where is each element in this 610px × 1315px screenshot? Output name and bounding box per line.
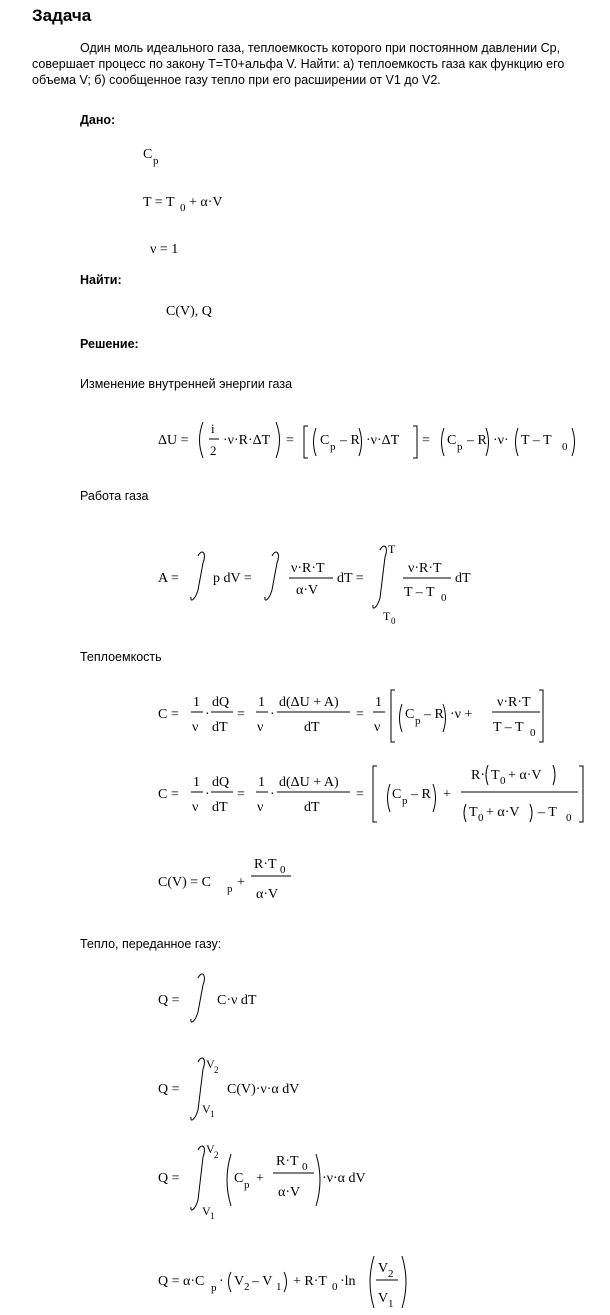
svg-text:ν: ν bbox=[192, 720, 199, 735]
svg-text:V: V bbox=[206, 1057, 215, 1071]
svg-text:ν: ν bbox=[192, 800, 199, 815]
svg-text:α·V: α·V bbox=[296, 583, 319, 598]
svg-text:ν: ν bbox=[257, 720, 264, 735]
svg-text:p: p bbox=[415, 715, 421, 727]
svg-text:C: C bbox=[320, 433, 330, 448]
svg-text:– R: – R bbox=[340, 433, 360, 448]
svg-text:C(V)·ν·α dV: C(V)·ν·α dV bbox=[227, 1082, 300, 1097]
svg-text:1: 1 bbox=[193, 695, 200, 710]
svg-text:1: 1 bbox=[210, 1211, 215, 1221]
svg-text:·: · bbox=[205, 787, 210, 802]
svg-text:dT: dT bbox=[304, 720, 320, 735]
svg-text:T – T: T – T bbox=[521, 433, 552, 448]
svg-text:+ α·V: + α·V bbox=[486, 805, 520, 820]
svg-text:1: 1 bbox=[388, 1298, 394, 1310]
section-heat: Тепло, переданное газу: bbox=[80, 937, 222, 951]
svg-text:C =: C = bbox=[158, 787, 179, 802]
svg-text:·: · bbox=[205, 707, 210, 722]
svg-text:V: V bbox=[234, 1274, 245, 1289]
svg-text:=: = bbox=[286, 433, 294, 448]
svg-text:0: 0 bbox=[391, 616, 396, 626]
svg-text:p: p bbox=[330, 441, 336, 453]
svg-text:·ν·: ·ν· bbox=[493, 433, 509, 448]
formula-delta-u bbox=[158, 421, 575, 458]
svg-text:– R: – R bbox=[411, 787, 431, 802]
given-label: Дано: bbox=[80, 113, 116, 127]
page-title: Задача bbox=[32, 6, 92, 25]
svg-text:·: · bbox=[270, 787, 275, 802]
svg-text:T = T: T = T bbox=[143, 195, 175, 210]
find-value: C(V), Q bbox=[166, 304, 212, 319]
svg-text:=: = bbox=[356, 707, 364, 722]
svg-text:ν = 1: ν = 1 bbox=[150, 242, 179, 257]
svg-text:C: C bbox=[143, 147, 153, 162]
svg-text:Q =: Q = bbox=[158, 1171, 180, 1186]
svg-text:2: 2 bbox=[214, 1065, 219, 1075]
svg-text:2: 2 bbox=[244, 1281, 250, 1293]
svg-text:Q =: Q = bbox=[158, 1082, 180, 1097]
given-cp bbox=[143, 147, 159, 167]
svg-text:0: 0 bbox=[478, 812, 484, 824]
svg-text:+: + bbox=[237, 875, 245, 890]
problem-text: Один моль идеального газа, теплоемкость которого при постоянном давлении Cp, совершает процесс по закону T=T0+альфа V. Найти: а) теплоемкость газа как функцию его объема V; б) сообщенное газу тепло при его расширении от V1 до V2. bbox=[32, 41, 565, 87]
svg-text:·ν·α dV: ·ν·α dV bbox=[322, 1171, 366, 1186]
svg-text:T: T bbox=[383, 609, 391, 623]
svg-text:·ln: ·ln bbox=[340, 1274, 356, 1289]
svg-text:0: 0 bbox=[441, 592, 447, 604]
section-heat-capacity: Теплоемкость bbox=[80, 650, 162, 664]
svg-text:1: 1 bbox=[375, 695, 382, 710]
formula-work bbox=[158, 542, 471, 626]
svg-text:0: 0 bbox=[530, 727, 536, 739]
svg-text:– V: – V bbox=[252, 1274, 273, 1289]
svg-text:+ α·V: + α·V bbox=[189, 195, 223, 210]
formula-heat-2 bbox=[158, 1057, 299, 1120]
svg-text:α·V: α·V bbox=[256, 887, 279, 902]
svg-text:+: + bbox=[443, 787, 451, 802]
svg-text:ν: ν bbox=[374, 720, 381, 735]
svg-text:Q =: Q = bbox=[158, 993, 180, 1008]
svg-text:dQ: dQ bbox=[212, 695, 230, 710]
svg-text:p: p bbox=[211, 1282, 217, 1294]
svg-text:=: = bbox=[237, 787, 245, 802]
formula-cv-result bbox=[158, 857, 291, 902]
find-label: Найти: bbox=[80, 273, 122, 287]
svg-text:0: 0 bbox=[500, 775, 506, 787]
svg-text:=: = bbox=[356, 787, 364, 802]
section-work: Работа газа bbox=[80, 489, 149, 503]
svg-text:+: + bbox=[256, 1171, 264, 1186]
svg-text:dT: dT bbox=[455, 571, 471, 586]
svg-text:V: V bbox=[378, 1291, 389, 1306]
svg-text:2: 2 bbox=[214, 1150, 219, 1160]
formula-heat-capacity-1 bbox=[158, 690, 543, 742]
svg-text:dT: dT bbox=[212, 720, 228, 735]
svg-text:T: T bbox=[388, 542, 396, 556]
svg-text:p: p bbox=[457, 441, 463, 453]
svg-text:T: T bbox=[469, 805, 478, 820]
given-nu bbox=[150, 242, 178, 257]
svg-text:0: 0 bbox=[566, 812, 572, 824]
svg-text:0: 0 bbox=[280, 864, 286, 876]
svg-text:p: p bbox=[227, 883, 233, 895]
svg-text:α·V: α·V bbox=[278, 1185, 301, 1200]
svg-text:T – T: T – T bbox=[493, 720, 524, 735]
svg-text:0: 0 bbox=[562, 441, 568, 453]
svg-text:R·T: R·T bbox=[276, 1154, 299, 1169]
svg-text:0: 0 bbox=[302, 1161, 308, 1173]
section-internal-energy: Изменение внутренней энергии газа bbox=[80, 377, 293, 391]
svg-text:Q = α·C: Q = α·C bbox=[158, 1274, 205, 1289]
svg-text:d(ΔU + A): d(ΔU + A) bbox=[279, 695, 339, 710]
svg-text:·: · bbox=[219, 1274, 224, 1289]
svg-text:dT =: dT = bbox=[337, 571, 364, 586]
svg-text:T: T bbox=[491, 768, 500, 783]
svg-text:ΔU =: ΔU = bbox=[158, 433, 189, 448]
svg-text:A =: A = bbox=[158, 571, 179, 586]
svg-text:·ν +: ·ν + bbox=[450, 707, 473, 722]
formula-heat-capacity-2 bbox=[158, 765, 583, 824]
svg-text:p: p bbox=[244, 1179, 250, 1191]
svg-text:– T: – T bbox=[538, 805, 557, 820]
svg-text:p: p bbox=[402, 795, 408, 807]
svg-text:C: C bbox=[392, 787, 402, 802]
svg-text:0: 0 bbox=[332, 1281, 338, 1293]
svg-text:C: C bbox=[447, 433, 457, 448]
svg-text:+ R·T: + R·T bbox=[293, 1274, 327, 1289]
svg-text:C(V) = C: C(V) = C bbox=[158, 875, 212, 890]
svg-text:– R: – R bbox=[424, 707, 444, 722]
svg-text:V: V bbox=[202, 1102, 211, 1116]
svg-text:+ α·V: + α·V bbox=[508, 768, 542, 783]
svg-text:1: 1 bbox=[210, 1109, 215, 1119]
svg-text:2: 2 bbox=[388, 1268, 394, 1280]
svg-text:C: C bbox=[405, 707, 415, 722]
svg-text:=: = bbox=[422, 433, 430, 448]
svg-text:dT: dT bbox=[212, 800, 228, 815]
svg-text:1: 1 bbox=[258, 695, 265, 710]
solution-label: Решение: bbox=[80, 337, 139, 351]
given-temperature-law bbox=[143, 195, 223, 214]
svg-text:·ν·R·ΔT: ·ν·R·ΔT bbox=[223, 433, 271, 448]
svg-text:ν: ν bbox=[257, 800, 264, 815]
svg-text:C: C bbox=[234, 1171, 244, 1186]
svg-text:V: V bbox=[378, 1261, 389, 1276]
svg-text:R·T: R·T bbox=[254, 857, 277, 872]
svg-text:R·: R· bbox=[471, 768, 485, 783]
formula-heat-result bbox=[158, 1256, 406, 1310]
svg-text:d(ΔU + A): d(ΔU + A) bbox=[279, 775, 339, 790]
svg-text:dQ: dQ bbox=[212, 775, 230, 790]
svg-text:·: · bbox=[270, 707, 275, 722]
svg-text:2: 2 bbox=[210, 443, 217, 458]
svg-text:C·ν dT: C·ν dT bbox=[217, 993, 257, 1008]
svg-text:T – T: T – T bbox=[404, 585, 435, 600]
svg-text:i: i bbox=[211, 421, 215, 436]
svg-text:C =: C = bbox=[158, 707, 179, 722]
svg-text:1: 1 bbox=[193, 775, 200, 790]
formula-heat-1 bbox=[158, 974, 257, 1022]
svg-text:V: V bbox=[202, 1204, 211, 1218]
formula-heat-3 bbox=[158, 1142, 366, 1221]
svg-text:ν·R·T: ν·R·T bbox=[408, 561, 442, 576]
svg-text:p dV =: p dV = bbox=[213, 571, 252, 586]
svg-text:V: V bbox=[206, 1142, 215, 1156]
svg-text:ν·R·T: ν·R·T bbox=[291, 561, 325, 576]
svg-text:0: 0 bbox=[180, 202, 186, 214]
svg-text:dT: dT bbox=[304, 800, 320, 815]
svg-text:1: 1 bbox=[276, 1281, 282, 1293]
svg-text:=: = bbox=[237, 707, 245, 722]
svg-text:p: p bbox=[153, 155, 159, 167]
svg-text:·ν·ΔT: ·ν·ΔT bbox=[366, 433, 400, 448]
svg-text:ν·R·T: ν·R·T bbox=[497, 695, 531, 710]
svg-text:– R: – R bbox=[467, 433, 487, 448]
svg-text:1: 1 bbox=[258, 775, 265, 790]
